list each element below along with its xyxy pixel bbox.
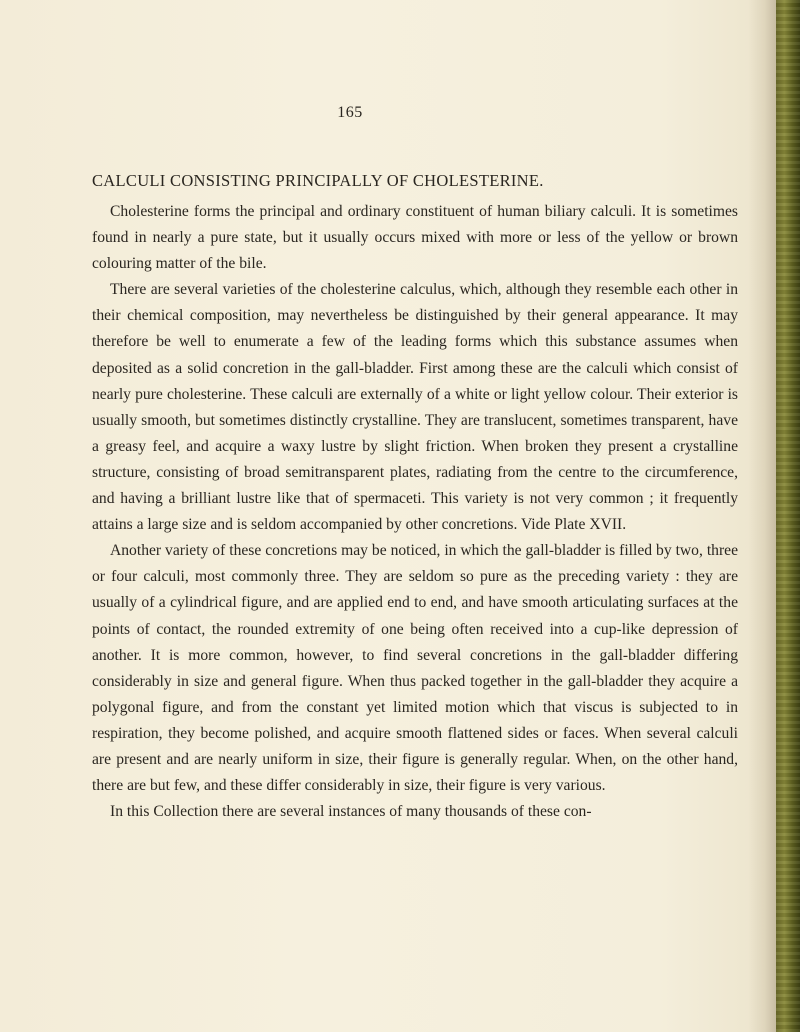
section-heading: CALCULI CONSISTING PRINCIPALLY OF CHOLESTERINE. bbox=[92, 171, 544, 190]
book-binding-edge bbox=[776, 0, 800, 1032]
body-text bbox=[92, 199, 738, 825]
paragraph-4: In this Collection there are several instances of many thousands of these con- bbox=[110, 803, 592, 821]
paragraph-1: Cholesterine forms the principal and ordinary constituent of human biliary calculi. It is sometimes found in nearly a pure state, but it usually occurs mixed with more or less of the yellow or brown colouring matter of the bile. bbox=[92, 203, 738, 273]
paragraph-3: Another variety of these concretions may be noticed, in which the gall-bladder is filled by two, three or four calculi, most commonly three. They are seldom so pure as the preceding variety : they are usually of a cylindrical figure, and are applied end to end, and have smooth articulating surfaces at the points of contact, the rounded extremity of one being often received into a cup-like depression of another. It is more common, however, to find several concretions in the gall-bladder differing considerably in size and general figure. When thus packed together in the gall-bladder they acquire a polygonal figure, and from the constant yet limited motion which that viscus is subjected to in respiration, they become polished, and acquire smooth flattened sides or faces. When several calculi are present and are nearly uniform in size, their figure is generally regular. When, on the other hand, there are but few, and these differ considerably in size, their figure is very various. bbox=[92, 542, 738, 795]
page-edge-shadow bbox=[748, 0, 776, 1032]
paragraph-2: There are several varieties of the cholesterine calculus, which, although they resemble each other in their chemical composition, may nevertheless be distinguished by their general appearance. It may therefore be well to enumerate a few of the leading forms which this substance assumes when deposited as a solid concretion in the gall-bladder. First among these are the calculi which consist of nearly pure cholesterine. These calculi are externally of a white or light yellow colour. Their exterior is usually smooth, but sometimes distinctly crystalline. They are translucent, sometimes transparent, have a greasy feel, and acquire a waxy lustre by slight friction. When broken they present a crystalline structure, consisting of broad semitransparent plates, radiating from the centre to the circumference, and having a brilliant lustre like that of spermaceti. This variety is not very common ; it frequently attains a large size and is seldom accompanied by other concretions. Vide Plate XVII. bbox=[92, 281, 738, 534]
page-number: 165 bbox=[337, 104, 363, 121]
